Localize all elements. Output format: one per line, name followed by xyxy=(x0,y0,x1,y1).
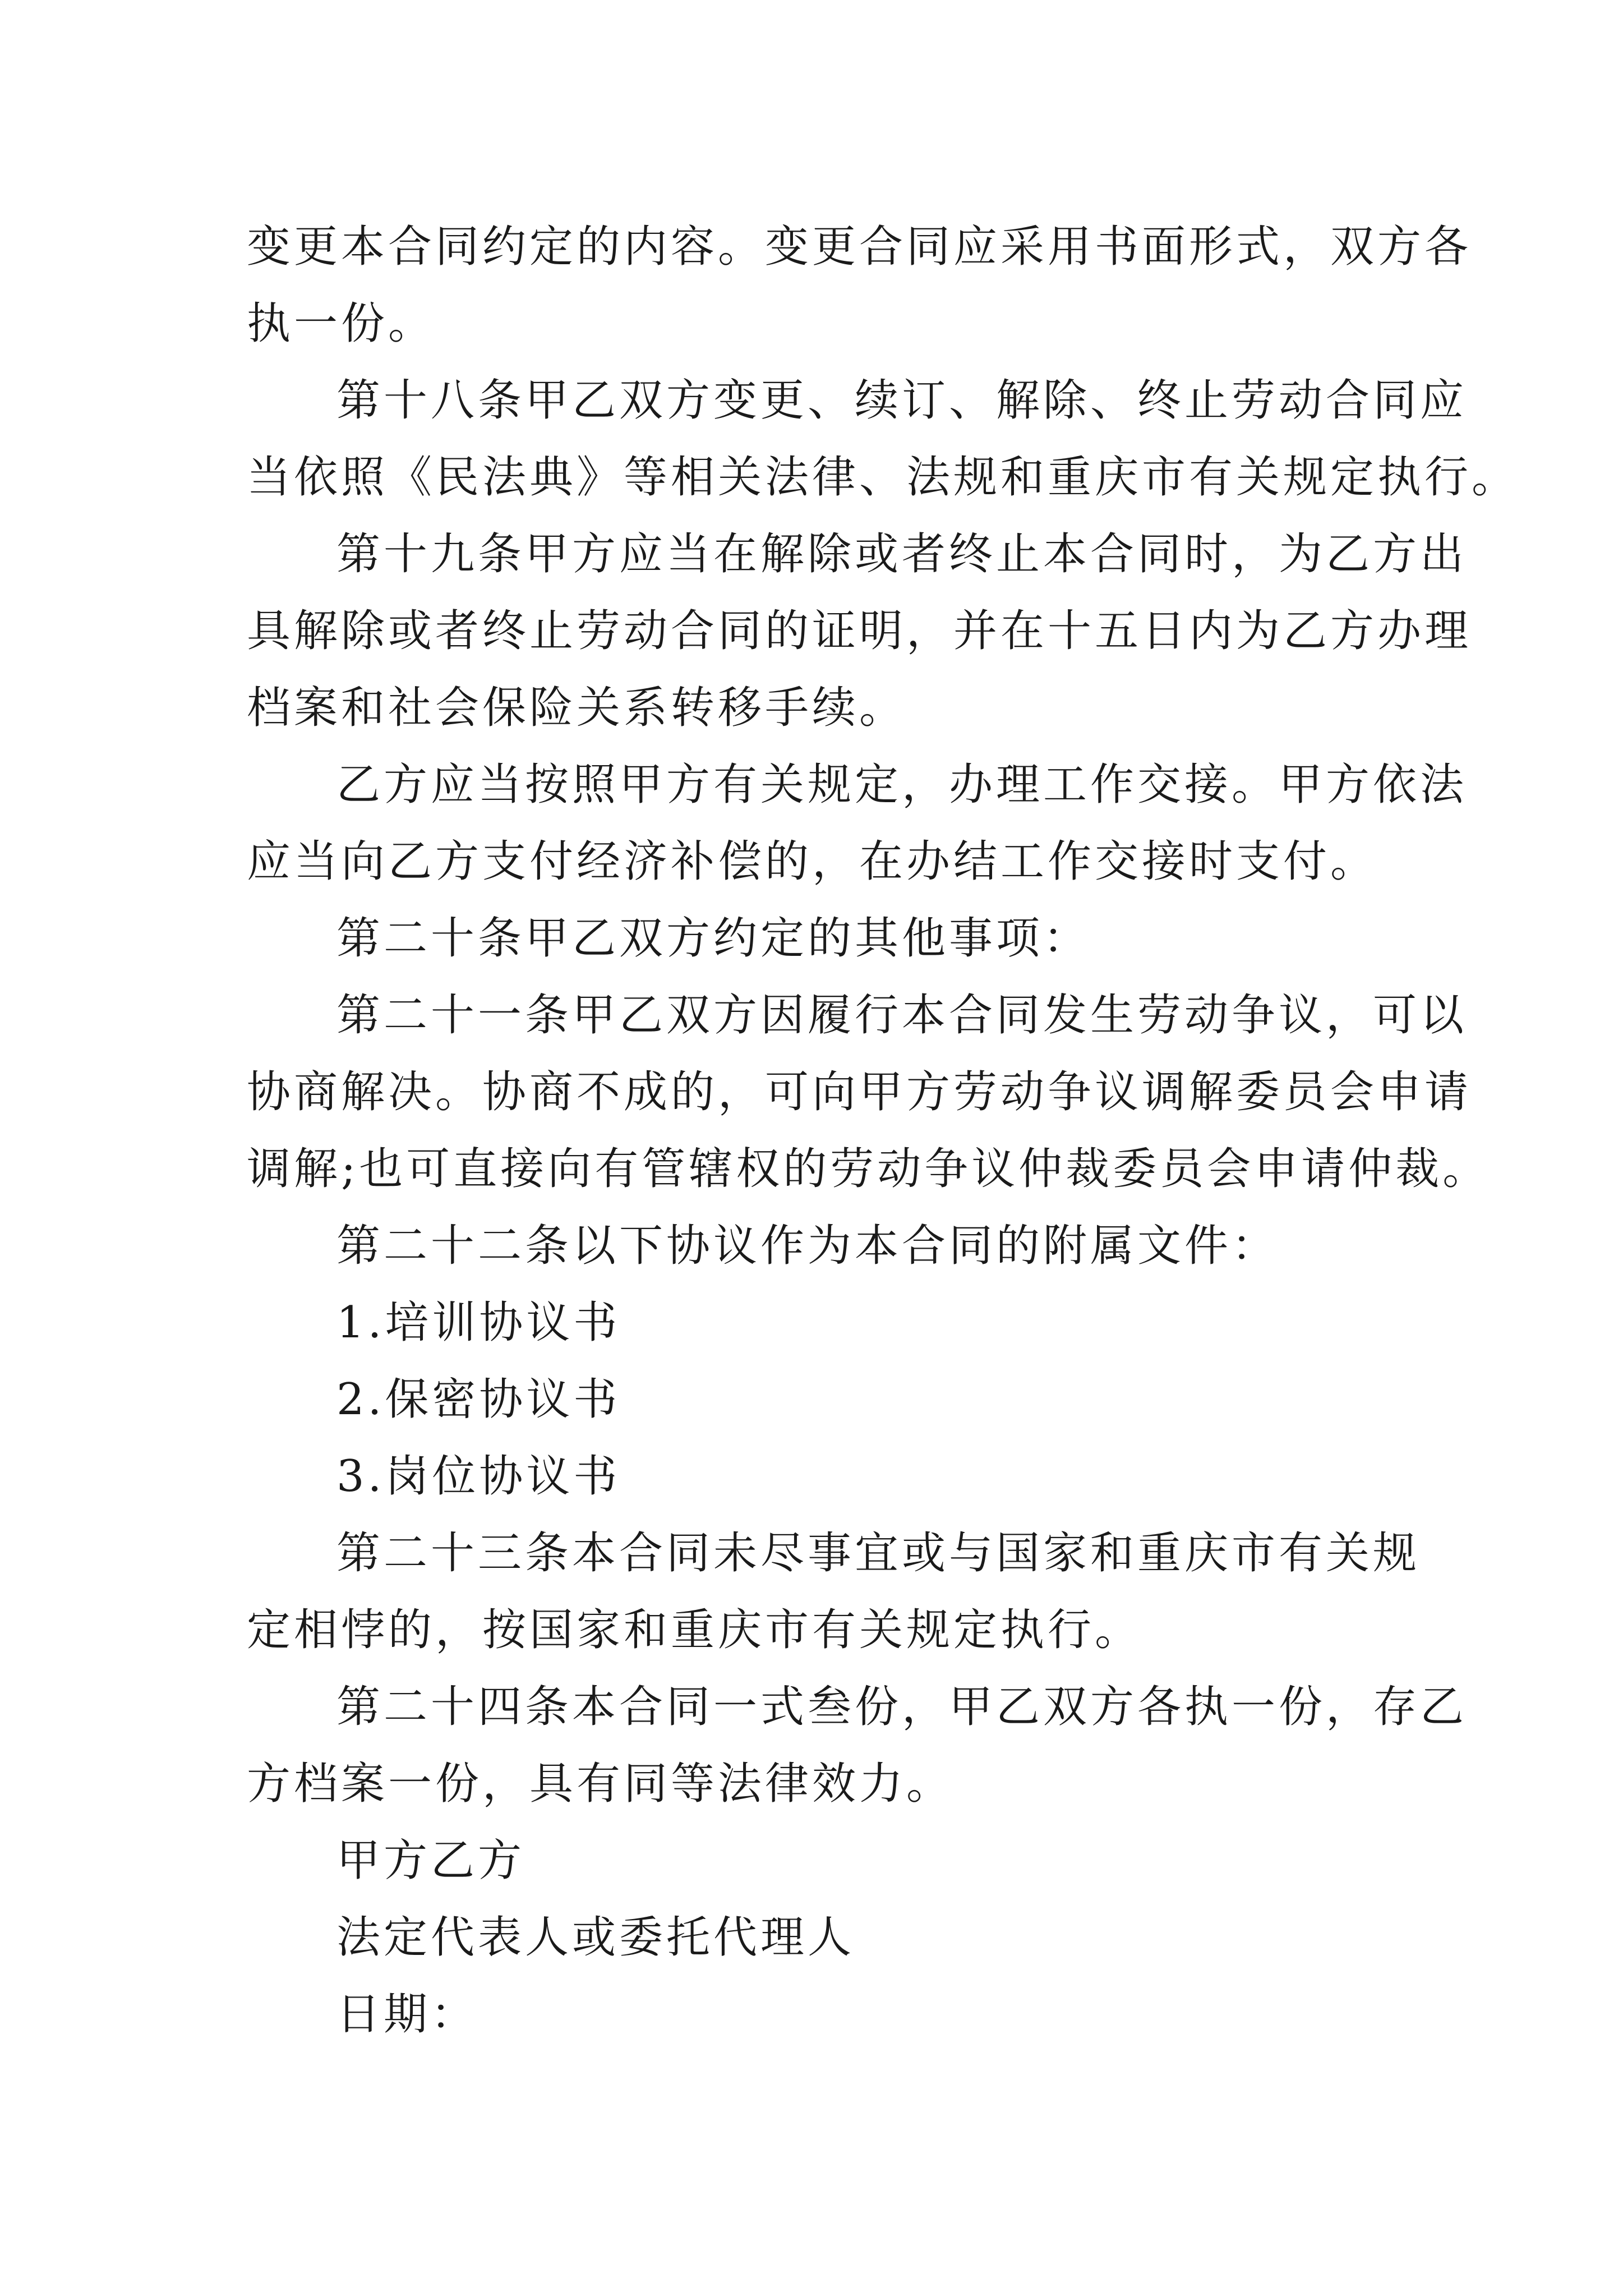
text-line: 协商解决。协商不成的，可向甲方劳动争议调解委员会申请 xyxy=(247,1067,1472,1117)
article-20: 第二十条甲乙双方约定的其他事项： xyxy=(336,913,1091,964)
text-line: 档案和社会保险关系转移手续。 xyxy=(247,683,907,733)
article-22: 第二十二条以下协议作为本合同的附属文件： xyxy=(336,1221,1279,1271)
signature-parties: 甲方乙方 xyxy=(336,1835,525,1886)
article-18: 第十八条甲乙双方变更、续订、解除、终止劳动合同应 xyxy=(336,375,1468,426)
text-line: 定相悖的，按国家和重庆市有关规定执行。 xyxy=(247,1605,1142,1655)
attachment-item-2: 2.保密协议书 xyxy=(336,1374,621,1425)
text-line: 执一份。 xyxy=(247,298,436,349)
handover-paragraph: 乙方应当按照甲方有关规定，办理工作交接。甲方依法 xyxy=(336,760,1468,810)
signature-representative: 法定代表人或委托代理人 xyxy=(336,1912,855,1963)
text-line: 方档案一份，具有同等法律效力。 xyxy=(247,1759,954,1809)
text-line: 具解除或者终止劳动合同的证明，并在十五日内为乙方办理 xyxy=(247,606,1472,656)
text-line: 当依照《民法典》等相关法律、法规和重庆市有关规定执行。 xyxy=(247,452,1519,503)
attachment-item-1: 1.培训协议书 xyxy=(336,1297,621,1348)
text-line: 变更本合同约定的内容。变更合同应采用书面形式，双方各 xyxy=(247,222,1472,272)
article-23: 第二十三条本合同未尽事宜或与国家和重庆市有关规 xyxy=(336,1528,1421,1579)
text-line: 应当向乙方支付经济补偿的，在办结工作交接时支付。 xyxy=(247,836,1378,887)
attachment-item-3: 3.岗位协议书 xyxy=(336,1451,621,1502)
article-19: 第十九条甲方应当在解除或者终止本合同时，为乙方出 xyxy=(336,529,1468,579)
article-21: 第二十一条甲乙双方因履行本合同发生劳动争议，可以 xyxy=(336,990,1468,1041)
article-24: 第二十四条本合同一式叁份，甲乙双方各执一份，存乙 xyxy=(336,1682,1468,1732)
signature-date: 日期： xyxy=(336,1989,478,2040)
text-line: 调解;也可直接向有管辖权的劳动争议仲裁委员会申请仲裁。 xyxy=(247,1144,1490,1194)
contract-text xyxy=(247,209,1519,2053)
